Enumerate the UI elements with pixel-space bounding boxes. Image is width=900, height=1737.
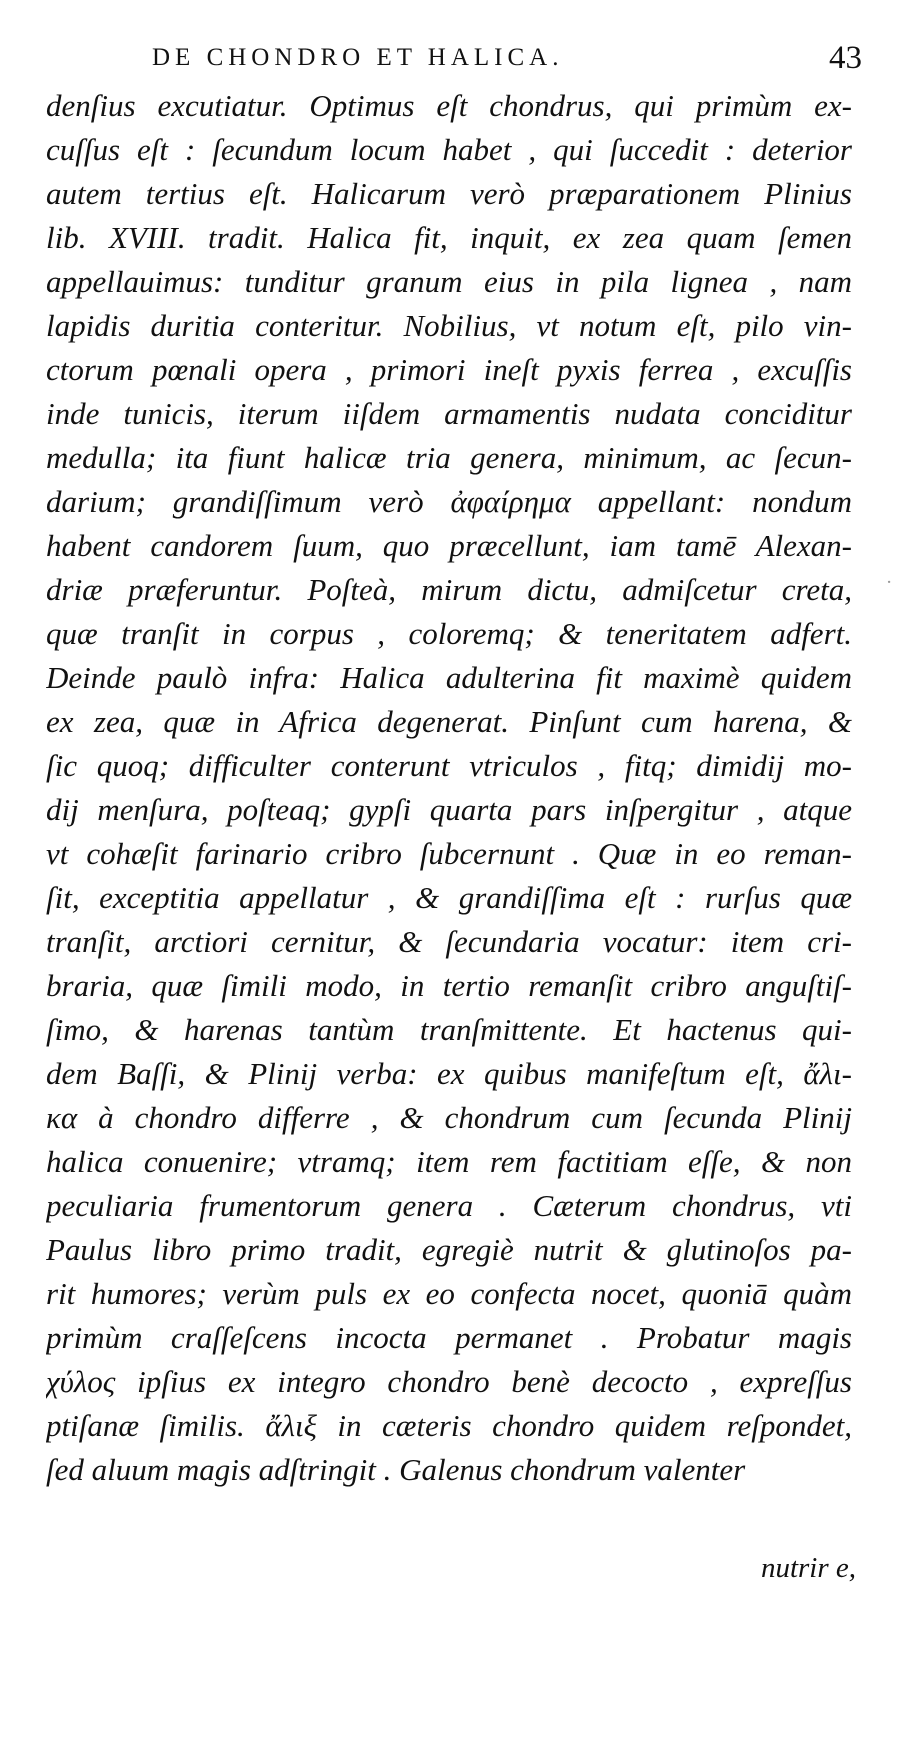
text-line: ſimo, & harenas tantùm tranſmittente. Et hactenus qui- bbox=[46, 1012, 852, 1047]
text-line: lib. XVIII. tradit. Halica fit, inquit, ex zea quam ſemen bbox=[46, 220, 852, 255]
text-line: lapidis duritia conteritur. Nobilius, vt notum eſt, pilo vin- bbox=[46, 308, 852, 343]
text-line: Deinde paulò infra: Halica adulterina fit maximè quidem bbox=[46, 660, 852, 695]
text-line: ex zea, quæ in Africa degenerat. Pinſunt cum harena, & bbox=[46, 704, 852, 739]
text-line: quæ tranſit in corpus , coloremq; & teneritatem adfert. bbox=[46, 616, 852, 651]
text-line: inde tunicis, iterum iiſdem armamentis nudata conciditur bbox=[46, 396, 852, 431]
page-number: 43 bbox=[829, 40, 862, 76]
running-head bbox=[52, 40, 872, 84]
text-line: primùm craſſeſcens incocta permanet . Probatur magis bbox=[46, 1320, 852, 1355]
text-line: vt cohæſit farinario cribro ſubcernunt . Quæ in eo reman- bbox=[46, 836, 852, 871]
text-line: darium; grandiſſimum verò ἀφαίρημα appellant: nondum bbox=[46, 484, 852, 519]
text-line: ſed aluum magis adſtringit . Galenus chondrum valenter bbox=[46, 1452, 746, 1487]
text-line: peculiaria frumentorum genera . Cæterum chondrus, vti bbox=[46, 1188, 852, 1223]
text-line: χύλος ipſius ex integro chondro benè decocto , expreſſus bbox=[46, 1364, 852, 1399]
text-line: dem Baſſi, & Plinij verba: ex quibus manifeſtum eſt, ἄλι- bbox=[46, 1056, 852, 1091]
text-line: denſius excutiatur. Optimus eſt chondrus, qui primùm ex- bbox=[46, 88, 852, 123]
text-line: braria, quæ ſimili modo, in tertio remanſit cribro anguſtiſ- bbox=[46, 968, 852, 1003]
text-line: Paulus libro primo tradit, egregiè nutrit & glutinoſos pa- bbox=[46, 1232, 852, 1267]
text-line: ptiſanæ ſimilis. ἄλιξ in cæteris chondro quidem reſpondet, bbox=[46, 1408, 852, 1443]
text-line: ſic quoq; difficulter conterunt vtriculos , fitq; dimidij mo- bbox=[46, 748, 852, 783]
text-line: halica conuenire; vtramq; item rem factitiam eſſe, & non bbox=[46, 1144, 852, 1179]
text-line: ſit, exceptitia appellatur , & grandiſſima eſt : rurſus quæ bbox=[46, 880, 852, 915]
text-line: cuſſus eſt : ſecundum locum habet , qui ſuccedit : deterior bbox=[46, 132, 852, 167]
margin-blemish: · bbox=[886, 572, 892, 593]
text-line: autem tertius eſt. Halicarum verò præparationem Plinius bbox=[46, 176, 852, 211]
catchword: nutrir e, bbox=[760, 1552, 856, 1584]
body-text bbox=[46, 84, 852, 1492]
text-line: driæ præferuntur. Poſteà, mirum dictu, admiſcetur creta, bbox=[46, 572, 852, 607]
text-line: tranſit, arctiori cernitur, & ſecundaria vocatur: item cri- bbox=[46, 924, 852, 959]
text-line: ctorum pœnali opera , primori ineſt pyxis ferrea , excuſſis bbox=[46, 352, 852, 387]
text-line: rit humores; verùm puls ex eo confecta nocet, quoniā quàm bbox=[46, 1276, 852, 1311]
running-head-title: DE CHONDRO ET HALICA. bbox=[152, 44, 564, 71]
text-line: dij menſura, poſteaq; gypſi quarta pars inſpergitur , atque bbox=[46, 792, 852, 827]
text-line: habent candorem ſuum, quo præcellunt, iam tamē Alexan- bbox=[46, 528, 852, 563]
text-line: κα à chondro differre , & chondrum cum ſecunda Plinij bbox=[46, 1100, 852, 1135]
text-line: appellauimus: tunditur granum eius in pila lignea , nam bbox=[46, 264, 852, 299]
text-line: medulla; ita fiunt halicæ tria genera, minimum, ac ſecun- bbox=[46, 440, 852, 475]
